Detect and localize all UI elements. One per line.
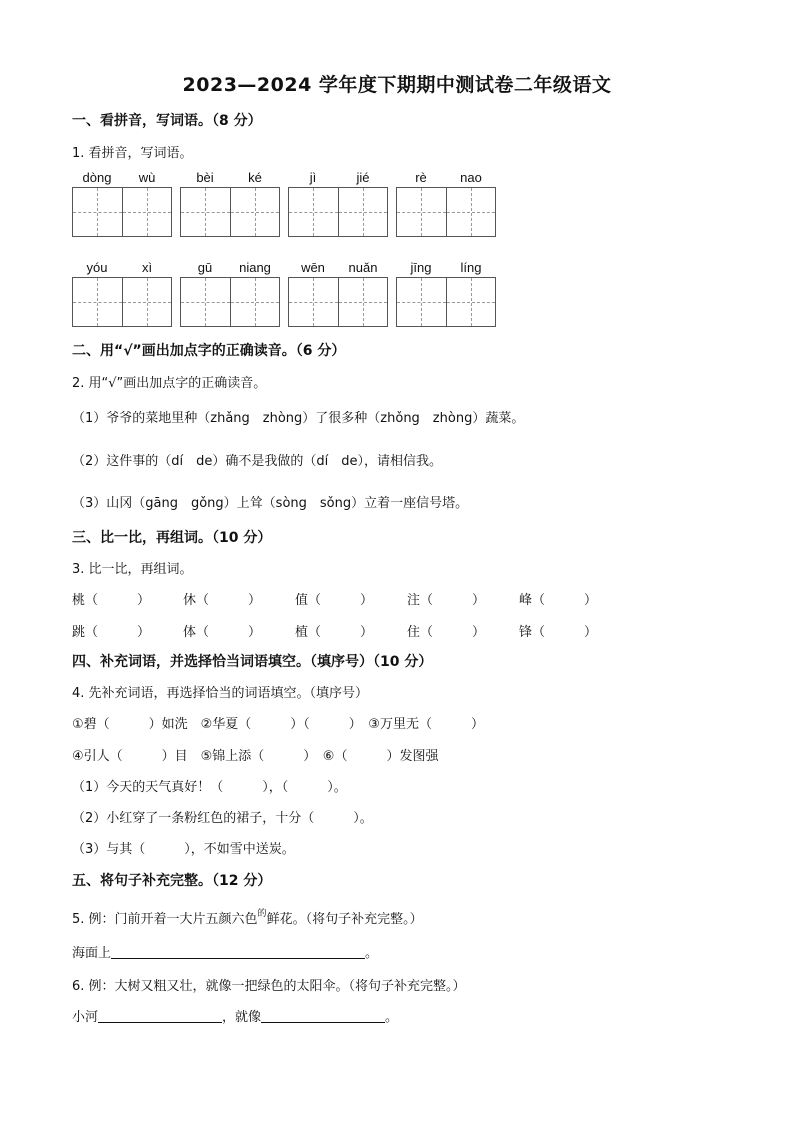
question-5	[72, 908, 423, 927]
word-pair-item: 体（ ）	[183, 625, 262, 640]
pinyin-syllable: jì	[309, 170, 317, 185]
word-pair-item: 峰（ ）	[519, 593, 598, 608]
tianzige-cell[interactable]	[230, 188, 280, 236]
answer-blank[interactable]	[111, 944, 365, 959]
question-5-text: 5. 例：门前开着一大片五颜六色	[72, 912, 258, 927]
section-2-heading: 二、用“√”画出加点字的正确读音。（6 分）	[72, 343, 346, 359]
guide-line	[363, 278, 364, 326]
section-3-heading: 三、比一比，再组词。（10 分）	[72, 530, 272, 546]
question-4-item: （3）与其（ ），不如雪中送炭。	[72, 842, 295, 857]
question-5-answer	[72, 942, 378, 961]
pinyin-labels	[72, 260, 172, 276]
pinyin-labels	[396, 260, 496, 276]
word-pair-item: 跳（ ）	[72, 625, 151, 640]
pinyin-word-group	[396, 260, 496, 276]
question-3: 3. 比一比，再组词。	[72, 562, 193, 577]
page-title: 2023—2024 学年度下期期中测试卷二年级语文	[182, 74, 612, 96]
idiom-options-row-2: ④引人（ ）目 ⑤锦上添（ ） ⑥（ ）发图强	[72, 749, 439, 764]
word-pair-item: 住（ ）	[407, 625, 486, 640]
writing-boxes	[180, 277, 280, 327]
guide-line	[313, 188, 314, 236]
guide-line	[97, 188, 98, 236]
guide-line	[421, 278, 422, 326]
pinyin-word-group	[72, 260, 172, 276]
word-pair-item: 注（ ）	[407, 593, 486, 608]
word-pair-item: 桃（ ）	[72, 593, 151, 608]
question-4-item: （2）小红穿了一条粉红色的裙子，十分（ ）。	[72, 811, 373, 826]
question-1: 1. 看拼音，写词语。	[72, 146, 193, 161]
pinyin-syllable: rè	[415, 170, 427, 185]
tianzige-cell[interactable]	[73, 188, 122, 236]
guide-line	[313, 278, 314, 326]
idiom-options-row-1: ①碧（ ）如洗 ②华夏（ ）（ ） ③万里无（ ）	[72, 717, 484, 732]
answer-end: 。	[385, 1010, 399, 1025]
answer-middle: ，就像	[222, 1010, 262, 1025]
word-pair-item: 休（ ）	[183, 593, 262, 608]
pinyin-labels	[288, 170, 388, 186]
pinyin-labels	[396, 170, 496, 186]
question-5-ruby: 的	[257, 909, 267, 919]
pinyin-word-group	[396, 170, 496, 186]
guide-line	[147, 188, 148, 236]
answer-end: 。	[365, 946, 379, 961]
guide-line	[471, 278, 472, 326]
question-4: 4. 先补充词语，再选择恰当的词语填空。（填序号）	[72, 686, 369, 701]
writing-boxes	[396, 187, 496, 237]
answer-blank[interactable]	[98, 1008, 222, 1023]
pinyin-syllable: nao	[460, 170, 482, 185]
answer-prefix: 海面上	[72, 946, 112, 961]
question-2: 2. 用“√”画出加点字的正确读音。	[72, 376, 267, 391]
word-compare-row-2	[72, 621, 632, 639]
writing-boxes	[72, 187, 172, 237]
pinyin-labels	[180, 260, 280, 276]
guide-line	[255, 188, 256, 236]
answer-prefix: 小河	[72, 1010, 99, 1025]
pinyin-syllable: yóu	[86, 260, 108, 275]
word-compare-row-1	[72, 589, 632, 607]
writing-boxes	[180, 187, 280, 237]
question-2-item: （2）这件事的（dí de）确不是我做的（dí de），请相信我。	[72, 454, 442, 469]
tianzige-cell[interactable]	[338, 188, 388, 236]
tianzige-cell[interactable]	[289, 278, 338, 326]
pinyin-syllable: jié	[356, 170, 370, 185]
guide-line	[471, 188, 472, 236]
tianzige-cell[interactable]	[397, 278, 446, 326]
pinyin-word-group	[288, 260, 388, 276]
tianzige-cell[interactable]	[289, 188, 338, 236]
question-2-item: （1）爷爷的菜地里种（zhǎng zhòng）了很多种（zhǒng zhòng）蔬菜。	[72, 411, 525, 426]
section-1-heading: 一、看拼音，写词语。（8 分）	[72, 113, 262, 129]
pinyin-labels	[288, 260, 388, 276]
question-6: 6. 例：大树又粗又壮，就像一把绿色的太阳伞。（将句子补充完整。）	[72, 979, 466, 994]
pinyin-labels	[180, 170, 280, 186]
pinyin-syllable: nuǎn	[348, 260, 378, 275]
question-2-item: （3）山冈（gāng gǒng）上耸（sòng sǒng）立着一座信号塔。	[72, 496, 469, 511]
guide-line	[97, 278, 98, 326]
tianzige-cell[interactable]	[397, 188, 446, 236]
question-4-item: （1）今天的天气真好！（ ），（ ）。	[72, 780, 347, 795]
pinyin-syllable: ké	[248, 170, 262, 185]
guide-line	[205, 188, 206, 236]
section-5-heading: 五、将句子补充完整。（12 分）	[72, 873, 272, 889]
tianzige-cell[interactable]	[73, 278, 122, 326]
word-pair-item: 值（ ）	[295, 593, 374, 608]
writing-boxes	[396, 277, 496, 327]
guide-line	[421, 188, 422, 236]
pinyin-syllable: niang	[239, 260, 271, 275]
question-5-text-end: 鲜花。（将句子补充完整。）	[266, 912, 423, 927]
pinyin-word-group	[180, 260, 280, 276]
pinyin-word-group	[72, 170, 172, 186]
guide-line	[205, 278, 206, 326]
pinyin-syllable: xì	[141, 260, 153, 275]
tianzige-cell[interactable]	[181, 188, 230, 236]
answer-blank[interactable]	[261, 1008, 385, 1023]
writing-boxes	[288, 277, 388, 327]
pinyin-syllable: dòng	[82, 170, 112, 185]
tianzige-cell[interactable]	[338, 278, 388, 326]
guide-line	[363, 188, 364, 236]
pinyin-syllable: wù	[138, 170, 156, 185]
writing-boxes	[72, 277, 172, 327]
pinyin-labels	[72, 170, 172, 186]
pinyin-syllable: wēn	[301, 260, 325, 275]
word-pair-item: 植（ ）	[295, 625, 374, 640]
pinyin-syllable: bèi	[196, 170, 214, 185]
tianzige-cell[interactable]	[122, 188, 172, 236]
section-4-heading: 四、补充词语，并选择恰当词语填空。（填序号）（10 分）	[72, 654, 433, 670]
guide-line	[255, 278, 256, 326]
pinyin-word-group	[180, 170, 280, 186]
pinyin-syllable: gū	[197, 260, 213, 275]
guide-line	[147, 278, 148, 326]
tianzige-cell[interactable]	[122, 278, 172, 326]
pinyin-syllable: líng	[460, 260, 482, 275]
tianzige-cell[interactable]	[446, 278, 496, 326]
question-6-answer	[72, 1006, 398, 1025]
pinyin-syllable: jīng	[410, 260, 432, 275]
writing-boxes	[288, 187, 388, 237]
word-pair-item: 锋（ ）	[519, 625, 598, 640]
tianzige-cell[interactable]	[230, 278, 280, 326]
pinyin-word-group	[288, 170, 388, 186]
tianzige-cell[interactable]	[446, 188, 496, 236]
tianzige-cell[interactable]	[181, 278, 230, 326]
